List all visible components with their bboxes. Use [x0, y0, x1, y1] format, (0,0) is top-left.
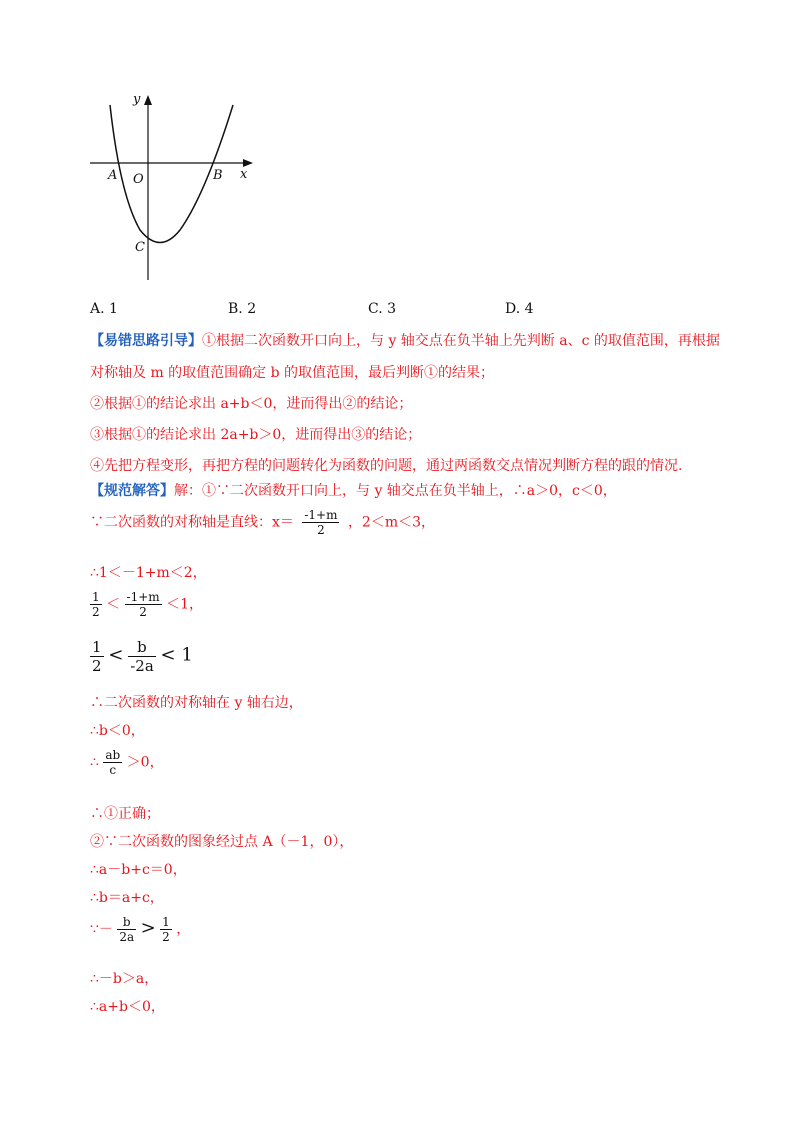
fraction-b-2a [128, 638, 156, 675]
solution-text-0: 解：①∵二次函数开口向上，与 y 轴交点在负半轴上，∴a＞0，c＜0， [174, 483, 617, 499]
solution-line-9: ②∵二次函数的图象经过点 A（－1，0）， [90, 834, 354, 850]
option-c[interactable]: C. 3 [368, 301, 397, 317]
solution-line-6: ∴b＜0， [90, 723, 145, 739]
fraction-b-2a-num: b [128, 638, 156, 657]
solution-line-7 [90, 748, 164, 777]
guide-text-1a: ①根据二次函数开口向上，与 y 轴交点在负半轴上先判断 a、c 的取值范围，再根据 [202, 333, 720, 349]
fraction-half-den: 2 [92, 605, 100, 619]
fraction-axis-den: 2 [317, 523, 325, 537]
guide-paragraph-2: ②根据①的结论求出 a+b＜0，进而得出②的结论； [90, 396, 413, 412]
solution-tag: 【规范解答】 [90, 483, 174, 499]
fraction-m-den: 2 [139, 605, 147, 619]
fraction-half-num: 1 [92, 590, 100, 604]
point-c-label: C [135, 240, 145, 255]
fraction-half-3-den: 2 [162, 930, 170, 944]
solution-line-13: ∴－b＞a， [90, 971, 159, 987]
option-a[interactable]: A. 1 [90, 301, 118, 317]
fraction-m [125, 590, 162, 619]
guide-tag: 【易错思路引导】 [90, 333, 202, 349]
greater-than-sign: > [140, 917, 156, 939]
fraction-axis-num: -1+m [304, 508, 338, 522]
y-axis-arrow [144, 95, 152, 105]
solution-line-3 [90, 590, 203, 619]
positive-result: ＞0， [126, 754, 164, 771]
fraction-m-num: -1+m [126, 590, 160, 604]
solution-line-12 [90, 915, 190, 944]
guide-paragraph-3: ③根据①的结论求出 2a+b＞0，进而得出③的结论； [90, 427, 422, 443]
solution-line-2: ∴1＜－1+m＜2， [90, 565, 207, 581]
therefore-sign: ∴ [90, 754, 99, 771]
comma: ， [176, 921, 191, 938]
point-b-label: B [213, 168, 223, 183]
fraction-b-over-2a [117, 915, 136, 944]
fraction-ab-c-num: ab [105, 748, 121, 762]
fraction-half-2 [90, 638, 104, 675]
less-than-sign: ＜ [106, 596, 121, 613]
origin-label: O [133, 172, 144, 187]
inequality-suffix: ＜1， [166, 596, 204, 613]
guide-paragraph-4: ④先把方程变形，再把方程的问题转化为函数的问题，通过两函数交点情况判断方程的跟的情况. [90, 458, 683, 474]
x-axis-label: x [240, 167, 248, 182]
solution-line-10: ∴a－b+c＝0， [90, 862, 187, 878]
fraction-half-2-num: 1 [92, 638, 102, 656]
point-a-label: A [108, 168, 118, 183]
option-d[interactable]: D. 4 [505, 301, 534, 317]
x-axis-arrow [243, 159, 253, 167]
solution-line-14: ∴a+b＜0， [90, 999, 165, 1015]
because-minus: ∵－ [90, 921, 113, 938]
axis-formula-suffix: ，2＜m＜3， [347, 514, 436, 531]
axis-formula-prefix: ∵二次函数的对称轴是直线：x＝ [90, 514, 294, 531]
solution-line-5: ∴二次函数的对称轴在 y 轴右边， [90, 695, 303, 711]
solution-line-1 [90, 508, 435, 537]
solution-line-11: ∴b＝a+c， [90, 890, 164, 906]
less-than-sign-2: < [108, 644, 124, 666]
solution-line-8: ∴①正确； [90, 806, 160, 822]
fraction-ab-c-den: c [109, 763, 117, 777]
fraction-axis [302, 508, 339, 537]
fraction-ab-c [103, 748, 122, 777]
solution-line-0 [90, 480, 617, 500]
fraction-half-2-den: 2 [92, 657, 102, 675]
y-axis-label: y [133, 92, 141, 107]
solution-line-4 [90, 638, 193, 675]
fraction-b-over-2a-den: 2a [119, 930, 135, 944]
fraction-b-over-2a-num: b [117, 915, 136, 930]
option-b[interactable]: B. 2 [228, 301, 257, 317]
fraction-half-3-num: 1 [162, 915, 170, 929]
fraction-half-3 [160, 915, 172, 944]
fraction-b-2a-den: -2a [130, 657, 154, 675]
parabola-graph [85, 85, 265, 285]
fraction-half [90, 590, 102, 619]
inequality-bound: < 1 [160, 644, 193, 666]
guide-paragraph-1 [90, 330, 720, 350]
guide-paragraph-1b: 对称轴及 m 的取值范围确定 b 的取值范围，最后判断①的结果； [90, 365, 495, 381]
